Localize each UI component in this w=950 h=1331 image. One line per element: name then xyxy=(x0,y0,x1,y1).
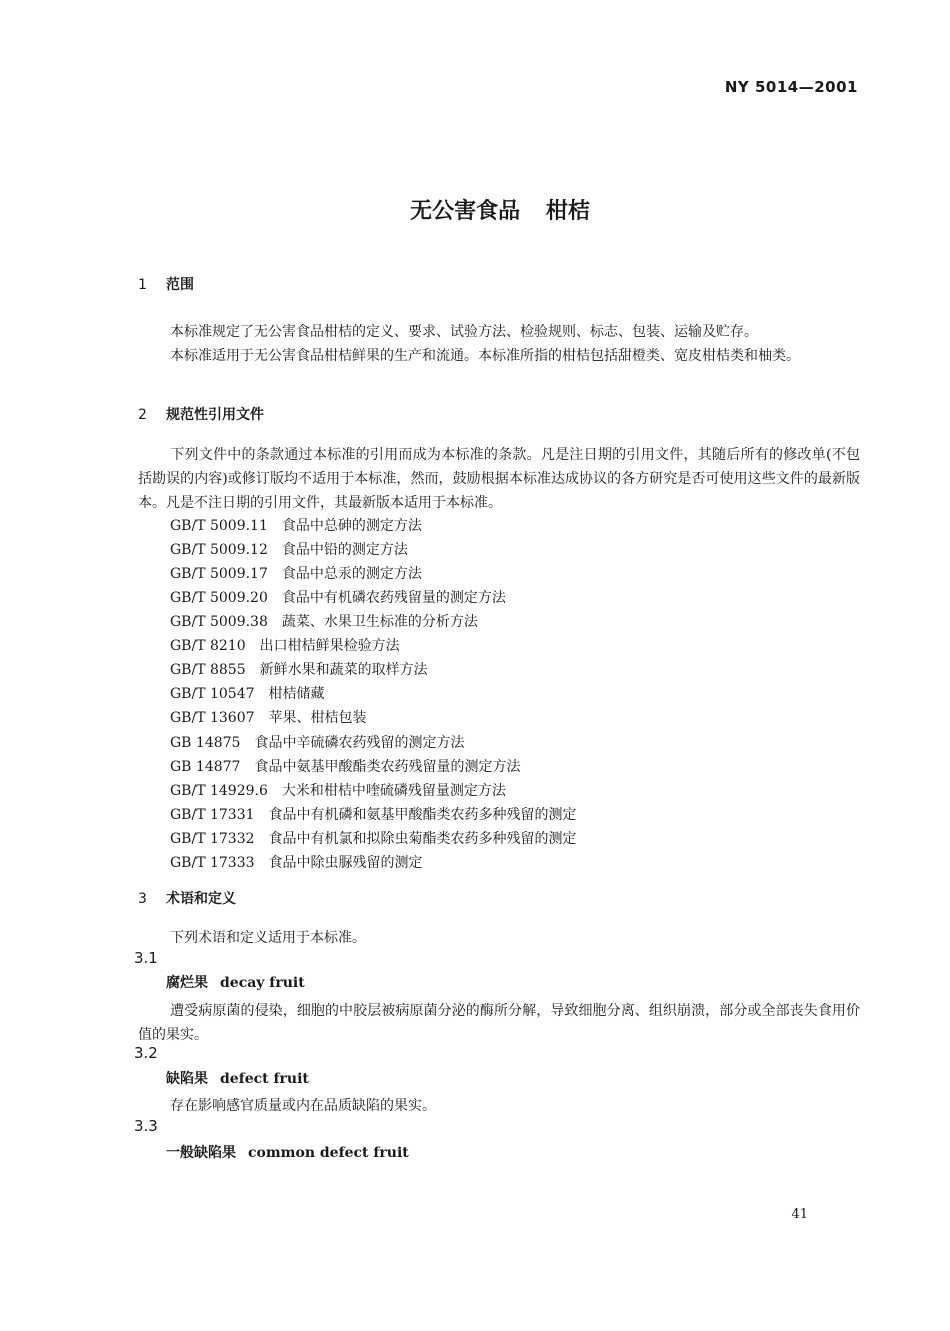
page-number: 41 xyxy=(791,1207,808,1222)
reference-item: GB/T 5009.11 食品中总砷的测定方法 xyxy=(170,518,422,534)
section-2-paragraph-1: 下列文件中的条款通过本标准的引用而成为本标准的条款。凡是注日期的引用文件，其随后所有的修改单(不包括勘误的内容)或修订版均不适用于本标准，然而，鼓励根据本标准达成协议的各方研究是否可使用这些文件的最新版本。凡是不注日期的引用文件，其最新版本适用于本标准。 xyxy=(138,447,860,511)
section-title: 范围 xyxy=(166,277,194,293)
reference-item: GB/T 14929.6 大米和柑桔中喹硫磷残留量测定方法 xyxy=(170,783,506,799)
section-2-heading xyxy=(138,404,264,424)
section-1-heading xyxy=(138,274,194,294)
term-number: 3.3 xyxy=(134,1117,158,1135)
term-heading: 缺陷果 defect fruit xyxy=(166,1071,309,1087)
section-title: 术语和定义 xyxy=(166,891,236,907)
reference-item: GB/T 5009.17 食品中总汞的测定方法 xyxy=(170,566,422,582)
document-title: 无公害食品 柑桔 xyxy=(410,199,590,224)
reference-item: GB/T 5009.20 食品中有机磷农药残留量的测定方法 xyxy=(170,590,506,606)
section-title: 规范性引用文件 xyxy=(166,407,264,423)
term-heading: 腐烂果 decay fruit xyxy=(166,975,305,991)
standard-code: NY 5014—2001 xyxy=(724,78,858,96)
reference-item: GB/T 5009.38 蔬菜、水果卫生标准的分析方法 xyxy=(170,614,478,630)
reference-item: GB/T 8855 新鲜水果和蔬菜的取样方法 xyxy=(170,662,428,678)
reference-item: GB/T 17333 食品中除虫脲残留的测定 xyxy=(170,855,423,871)
reference-item: GB/T 17332 食品中有机氯和拟除虫菊酯类农药多种残留的测定 xyxy=(170,831,577,847)
section-1-paragraph-2: 本标准适用于无公害食品柑桔鲜果的生产和流通。本标准所指的柑桔包括甜橙类、宽皮柑桔类和柚类。 xyxy=(170,348,800,364)
reference-item: GB/T 8210 出口柑桔鲜果检验方法 xyxy=(170,638,400,654)
reference-item: GB/T 13607 苹果、柑桔包装 xyxy=(170,710,367,726)
section-3-paragraph-1: 下列术语和定义适用于本标准。 xyxy=(170,930,366,946)
section-1-paragraph-1: 本标准规定了无公害食品柑桔的定义、要求、试验方法、检验规则、标志、包装、运输及贮存。 xyxy=(170,324,758,340)
reference-item: GB 14875 食品中辛硫磷农药残留的测定方法 xyxy=(170,735,465,751)
reference-item: GB/T 10547 柑桔储藏 xyxy=(170,686,325,702)
term-number: 3.1 xyxy=(134,949,158,967)
term-definition: 存在影响感官质量或内在品质缺陷的果实。 xyxy=(170,1098,436,1114)
section-number: 1 xyxy=(138,277,147,293)
section-number: 3 xyxy=(138,891,147,907)
reference-item: GB/T 5009.12 食品中铅的测定方法 xyxy=(170,542,408,558)
section-3-heading xyxy=(138,888,236,908)
section-number: 2 xyxy=(138,407,147,423)
term-number: 3.2 xyxy=(134,1044,158,1062)
term-definition: 遭受病原菌的侵染，细胞的中胶层被病原菌分泌的酶所分解，导致细胞分离、组织崩溃，部分或全部丧失食用价值的果实。 xyxy=(138,1003,860,1043)
reference-item: GB/T 17331 食品中有机磷和氨基甲酸酯类农药多种残留的测定 xyxy=(170,807,577,823)
term-heading: 一般缺陷果 common defect fruit xyxy=(166,1145,409,1161)
reference-item: GB 14877 食品中氨基甲酸酯类农药残留量的测定方法 xyxy=(170,759,521,775)
